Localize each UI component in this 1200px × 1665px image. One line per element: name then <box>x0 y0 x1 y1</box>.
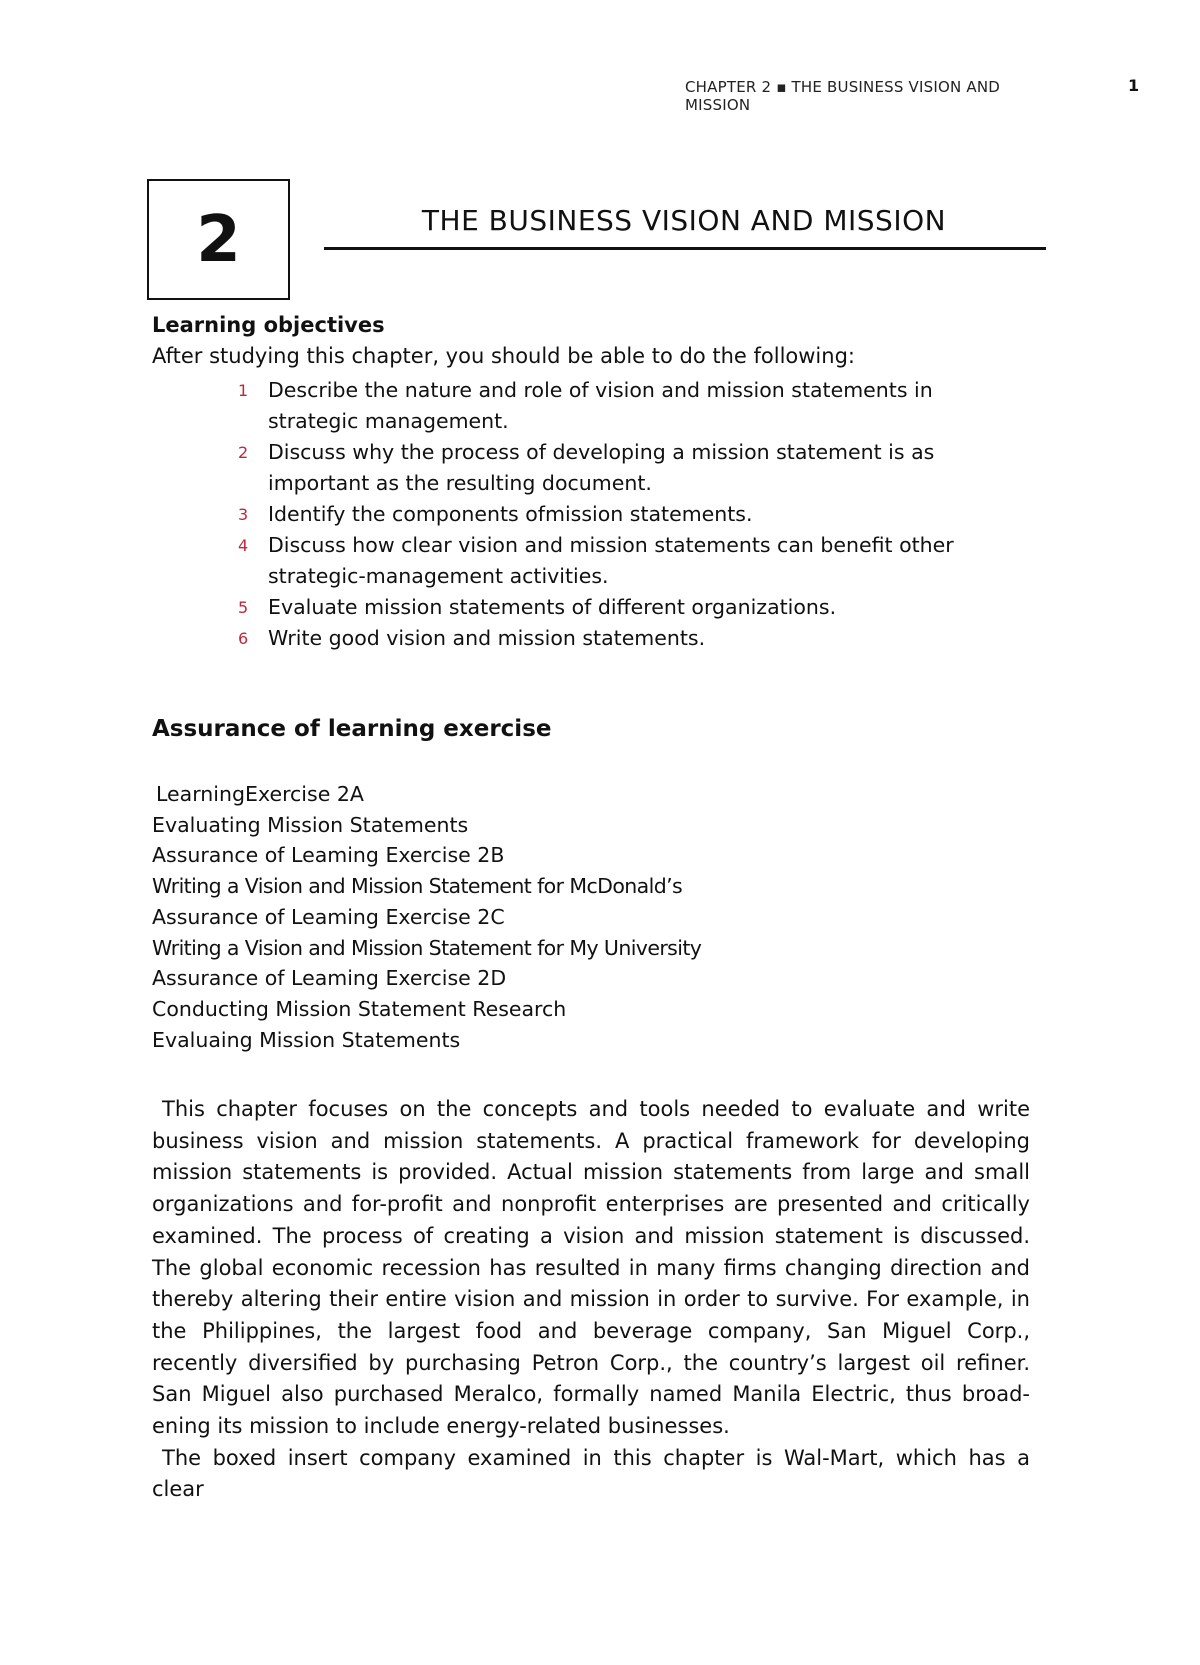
exercise-line: Conducting Mission Statement Research <box>152 996 567 1021</box>
exercise-line: Writing a Vision and Mission Statement for McDonald’s <box>152 874 683 899</box>
page-number: 1 <box>1128 76 1140 95</box>
exercise-line: Assurance of Leaming Exercise 2D <box>152 966 507 991</box>
list-item <box>238 592 998 623</box>
objective-number: 3 <box>238 505 249 524</box>
body-paragraph: This chapter focuses on the concepts and tools needed to evaluate and write business vision and mission statements. A practical framework for developing mission statements is provided. Actual mission statements from large and small organizations and for-profit and nonprofit enterprises are presented and critically examined. The process of creating a vision and mission statement is discussed. The global economic recession has resulted in many firms changing direction and thereby altering their entire vision and mission in order to survive. For example, in the Philippines, the largest food and beverage company, San Miguel Corp., recently diversified by purchasing Petron Corp., the country’s largest oil refiner. San Miguel also purchased Meralco, formally named Manila Electric, thus broad- ening its mission to include energy-related businesses. <box>152 1097 1030 1439</box>
exercise-line: LearningExercise 2A <box>156 782 364 806</box>
objective-text: Write good vision and mission statements. <box>268 626 706 650</box>
objective-number: 6 <box>238 629 249 648</box>
objective-text: Evaluate mission statements of different organizations. <box>268 595 837 619</box>
title-rule <box>324 247 1046 250</box>
list-item <box>238 530 998 592</box>
exercise-line: Evaluating Mission Statements <box>152 812 469 837</box>
objective-number: 4 <box>238 536 249 555</box>
objective-number: 2 <box>238 443 249 462</box>
exercise-line: Evaluaing Mission Statements <box>152 1027 461 1052</box>
body-text <box>152 1094 1030 1506</box>
list-item <box>238 437 998 499</box>
list-item <box>238 623 998 654</box>
learning-objectives-heading: Learning objectives <box>152 313 385 337</box>
exercise-line: Writing a Vision and Mission Statement for My University <box>152 935 702 960</box>
exercise-line: Assurance of Leaming Exercise 2C <box>152 904 505 929</box>
assurance-heading: Assurance of learning exercise <box>152 716 552 742</box>
list-item <box>238 375 998 437</box>
objective-text: Discuss why the process of developing a mission statement is as important as the resulting document. <box>268 440 935 495</box>
objectives-list <box>238 375 998 654</box>
chapter-title: THE BUSINESS VISION AND MISSION <box>421 204 947 237</box>
exercise-line: Assurance of Leaming Exercise 2B <box>152 843 505 868</box>
objective-number: 5 <box>238 598 249 617</box>
objective-number: 1 <box>238 381 249 400</box>
running-head: CHAPTER 2 ▪ THE BUSINESS VISION AND MISSION <box>685 78 1001 114</box>
objective-text: Describe the nature and role of vision and mission statements in strategic management. <box>268 378 933 433</box>
exercise-list <box>152 779 912 1055</box>
list-item <box>238 499 998 530</box>
objective-text: Discuss how clear vision and mission statements can benefit other strategic-management activities. <box>268 533 954 588</box>
body-paragraph: The boxed insert company examined in this chapter is Wal-Mart, which has a clear <box>152 1445 1030 1502</box>
chapter-number-box: 2 <box>147 179 290 300</box>
learning-objectives-intro: After studying this chapter, you should be able to do the following: <box>152 344 855 368</box>
objective-text: Identify the components ofmission statements. <box>268 502 753 526</box>
